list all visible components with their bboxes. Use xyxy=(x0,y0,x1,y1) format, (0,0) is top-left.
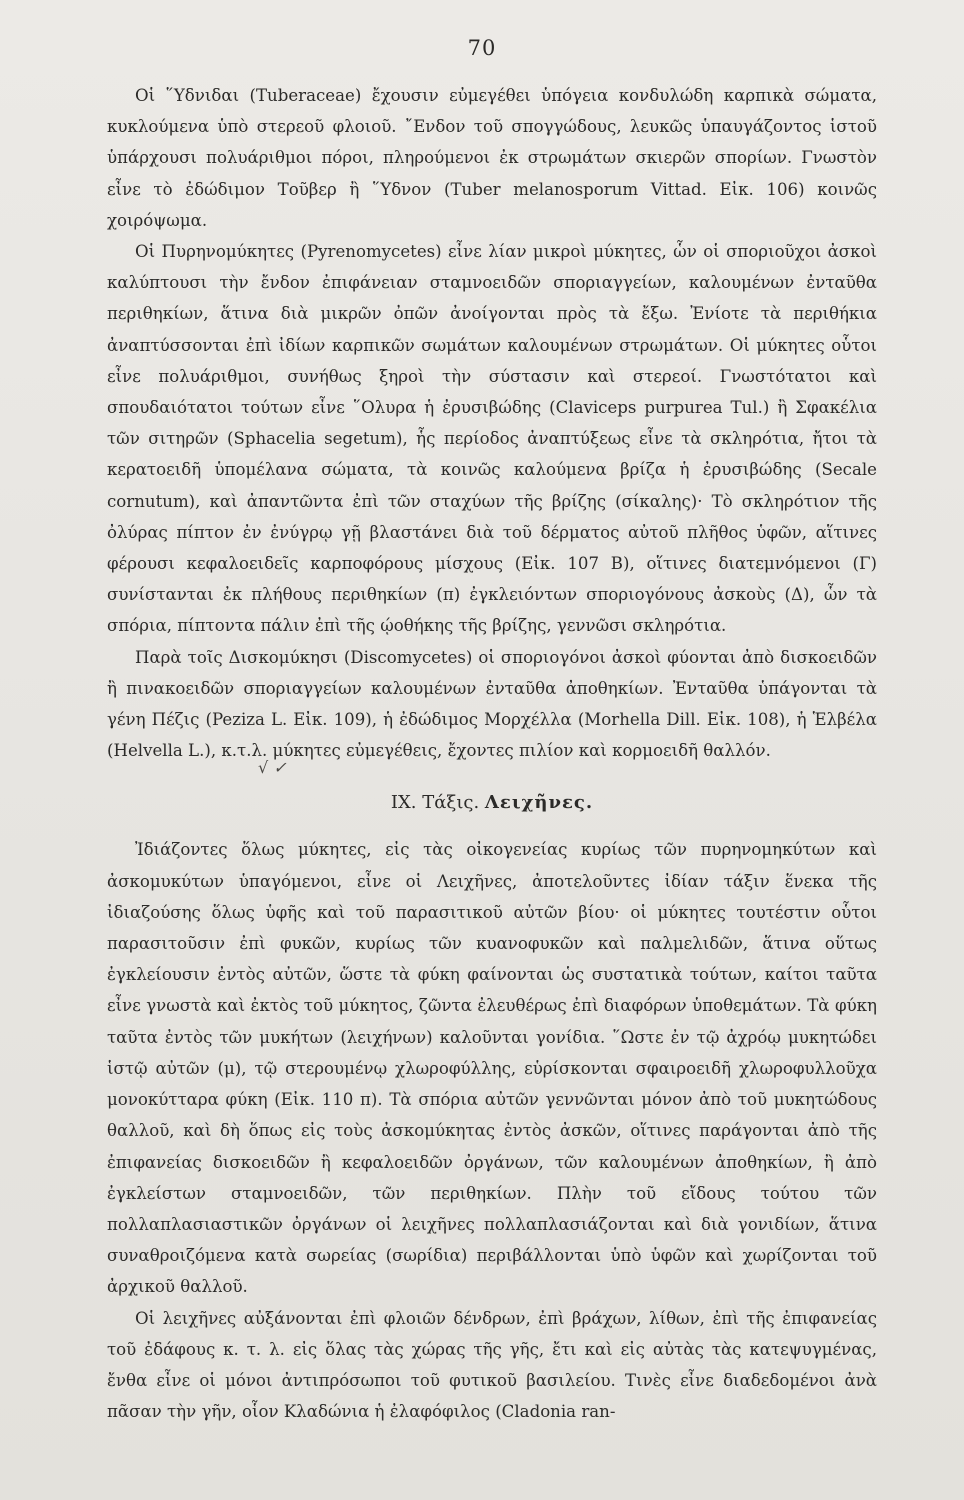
page-number: 70 xyxy=(467,36,497,60)
paragraph-lichens-habitat: Οἱ λειχῆνες αὐξάνονται ἐπὶ φλοιῶν δένδρων, ἐπὶ βράχων, λίθων, ἐπὶ τῆς ἐπιφανείας τοῦ ἐδάφους κ. τ. λ. εἰς ὅλας τὰς χώρας τῆς γῆς, ἔτι καὶ εἰς αὐτὰς τὰς κατεψυγμένας, ἔνθα εἶνε οἱ μόνοι ἀντιπρόσωποι τοῦ φυτικοῦ βασιλείου. Τινὲς εἶνε διαδεδομένοι ἀνὰ πᾶσαν τὴν γῆν, οἷον Κλαδώνια ἡ ἐλαφόφιλος (Cladonia ran- xyxy=(107,1308,877,1422)
handwritten-margin-mark: √ ✓ xyxy=(258,758,287,777)
paragraph-lichens-intro: Ἰδιάζοντες ὅλως μύκητες, εἰς τὰς οἰκογενείας κυρίως τῶν πυρηνομηκύτων καὶ ἀσκομυκύτων ὑπαγόμενοι, εἶνε οἱ Λειχῆνες, ἀποτελοῦντες ἰδίαν τάξιν ἕνεκα τῆς ἰδιαζούσης ὅλως ὑφῆς καὶ τοῦ παρασιτικοῦ αὐτῶν βίου· οἱ μύκητες τουτέστιν οὗτοι παρασιτοῦσιν ἐπὶ φυκῶν, κυρίως τῶν κυανοφυκῶν καὶ παλμελιδῶν, ἅτινα οὕτως ἐγκλείουσιν ἐντὸς αὐτῶν, ὥστε τὰ φύκη φαίνονται ὡς συστατικὰ τούτων, καίτοι ταῦτα εἶνε γνωστὰ καὶ ἐκτὸς τοῦ μύκητος, ζῶντα ἐλευθέρως ἐπὶ διαφόρων ὑποθεμάτων. Τὰ φύκη ταῦτα ἐντὸς τῶν μυκήτων (λειχήνων) καλοῦνται γονίδια. ῞Ωστε ἐν τῷ ἀχρόῳ μυκητώδει ἱστῷ αὐτῶν (μ), τῷ στερουμένῳ χλωροφύλλης, εὑρίσκονται σφαιροειδῆ χλωροφυλλοῦχα μονοκύτταρα φύκη (Εἰκ. 110 π). Τὰ σπόρια αὐτῶν γεννῶνται μόνον ἀπὸ τοῦ μυκητώδους θαλλοῦ, καὶ δὴ ὅπως εἰς τοὺς ἀσκομύκητας ἐντὸς ἀσκῶν, οἵτινες παράγονται ἀπὸ τῆς ἐπιφανείας δισκοειδῶν ἢ κεφαλοειδῶν ὀργάνων, τῶν καλουμένων ἀποθηκίων, ἢ ἀπὸ ἐγκλείστων σταμνοειδῶν, τῶν περιθηκίων. Πλὴν τοῦ εἴδους τούτου τῶν πολλαπλασιαστικῶν ὀργάνων οἱ λειχῆνες πολλαπλασιάζονται καὶ διὰ γονιδίων, ἅτινα συναθροιζόμενα κατὰ σωρείας (σωρίδια) περιβάλλονται ὑπὸ ὑφῶν καὶ χωρίζονται τοῦ ἀρχικοῦ θαλλοῦ. xyxy=(107,840,877,1297)
section-number: IX. Τάξις. xyxy=(390,792,480,814)
section-heading xyxy=(107,786,877,820)
body-text xyxy=(107,80,877,1427)
paragraph-tuberaceae: Οἱ ῞Υδνιδαι (Tuberaceae) ἔχουσιν εὐμεγέθει ὑπόγεια κονδυλώδη καρπικὰ σώματα, κυκλούμενα ὑπὸ στερεοῦ φλοιοῦ. ῎Ενδον τοῦ σπογγώδους, λευκῶς ὑπαυγάζοντος ἱστοῦ ὑπάρχουσι πολυάριθμοι πόροι, πληρούμενοι ἐκ στρωμάτων σκιερῶν σπορίων. Γνωστὸν εἶνε τὸ ἐδώδιμον Τοῦβερ ἢ ῞Υδνον (Tuber melanosporum Vittad. Εἰκ. 106) κοινῶς χοιρόψωμα. xyxy=(107,86,877,230)
paragraph-discomycetes: Παρὰ τοῖς Δισκομύκησι (Discomycetes) οἱ σποριογόνοι ἀσκοὶ φύονται ἀπὸ δισκοειδῶν ἢ πινακοειδῶν σποριαγγείων καλουμένων ἐνταῦθα ἀποθηκίων. Ἐνταῦθα ὑπάγονται τὰ γένη Πέζις (Peziza L. Εἰκ. 109), ἡ ἐδώδιμος Μορχέλλα (Morhella Dill. Εἰκ. 108), ἡ Ἑλβέλα (Helvella L.), κ.τ.λ. μύκητες εὐμεγέθεις, ἔχοντες πιλίον καὶ κορμοειδῆ θαλλόν. xyxy=(107,647,877,761)
paragraph-pyrenomycetes: Οἱ Πυρηνομύκητες (Pyrenomycetes) εἶνε λίαν μικροὶ μύκητες, ὧν οἱ σποριοῦχοι ἀσκοὶ καλύπτουσι τὴν ἔνδον ἐπιφάνειαν σταμνοειδῶν σποριαγγείων, καλουμένων ἐνταῦθα περιθηκίων, ἅτινα διὰ μικρῶν ὀπῶν ἀνοίγονται πρὸς τὰ ἔξω. Ἐνίοτε τὰ περιθήκια ἀναπτύσσονται ἐπὶ ἰδίων καρπικῶν σωμάτων καλουμένων στρωμάτων. Οἱ μύκητες οὗτοι εἶνε πολυάριθμοι, συνήθως ξηροὶ τὴν σύστασιν καὶ στερεοί. Γνωστότατοι καὶ σπουδαιότατοι τούτων εἶνε ῞Ολυρα ἡ ἐρυσιβώδης (Claviceps purpurea Tul.) ἢ Σφακέλια τῶν σιτηρῶν (Sphacelia segetum), ἧς περίοδος ἀναπτύξεως εἶνε τὰ σκληρότια, ἤτοι τὰ κερατοειδῆ ὑπομέλανα σώματα, τὰ κοινῶς καλούμενα βρίζα ἡ ἐρυσιβώδης (Secale cornutum), καὶ ἀπαντῶντα ἐπὶ τῶν σταχύων τῆς βρίζης (σίκαλης)· Τὸ σκληρότιον τῆς ὀλύρας πίπτον ἐν ἐνύγρῳ γῇ βλαστάνει διὰ τοῦ δέρματος αὐτοῦ πλῆθος ὑφῶν, αἵτινες φέρουσι κεφαλοειδεῖς καρποφόρους μίσχους (Εἰκ. 107 Β), οἵτινες διατεμνόμενοι (Γ) συνίστανται ἐκ πλήθους περιθηκίων (π) ἐγκλειόντων σποριογόνους ἀσκοὺς (Δ), ὧν τὰ σπόρια, πίπτοντα πάλιν ἐπὶ τῆς ῴοθήκης τῆς βρίζης, γεννῶσι σκληρότια. xyxy=(107,242,877,636)
section-name: Λειχῆνες. xyxy=(484,792,594,814)
